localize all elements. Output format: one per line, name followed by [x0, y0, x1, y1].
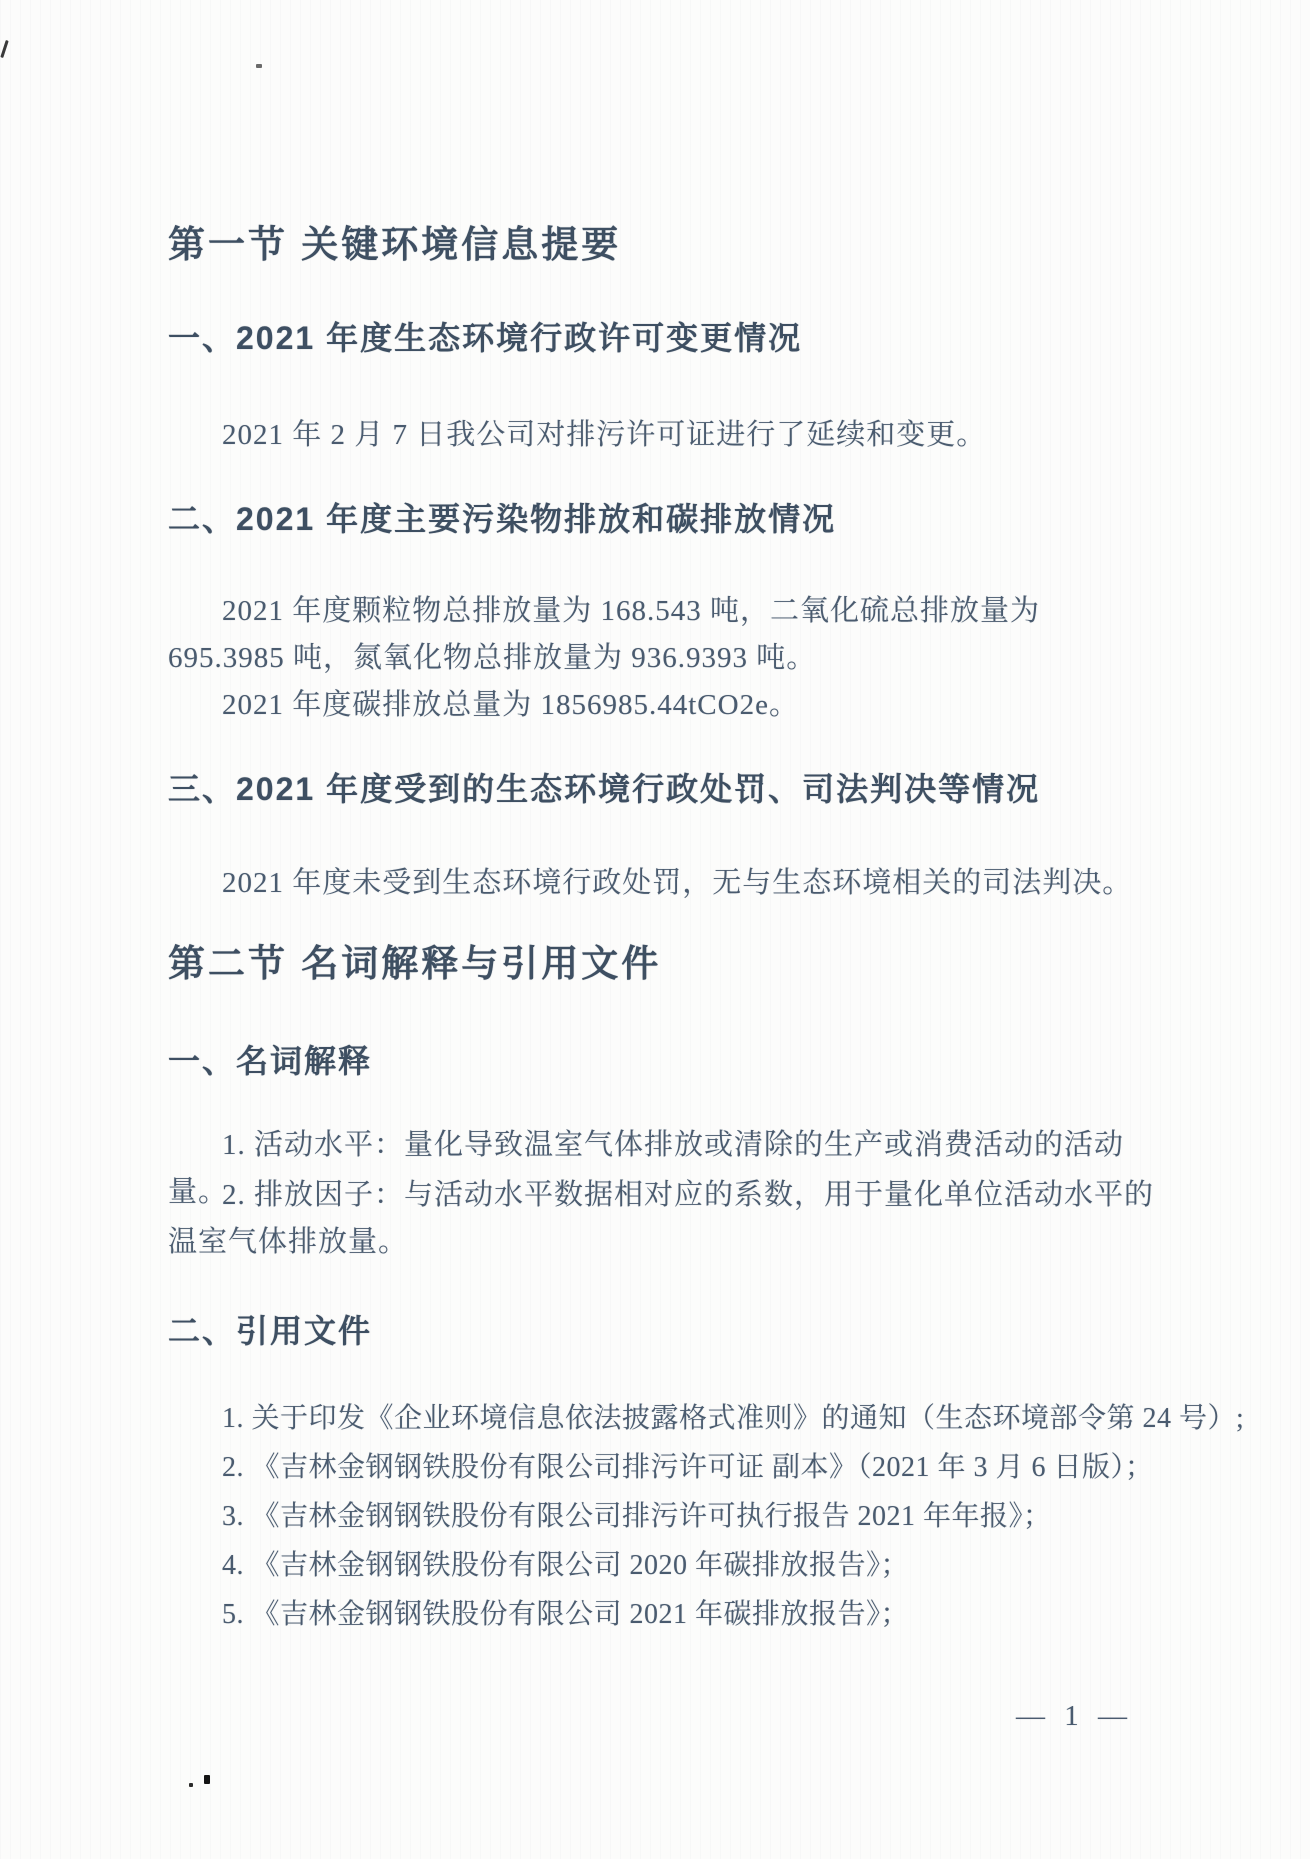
section2-title: 第二节 名词解释与引用文件	[168, 943, 662, 984]
section1-para4: 2021 年度未受到生态环境行政处罚，无与生态环境相关的司法判决。	[222, 867, 1133, 899]
reference-item-2: 2. 《吉林金钢钢铁股份有限公司排污许可证 副本》（2021 年 3 月 6 日版）；	[222, 1452, 1154, 1483]
term-item-2: 2. 排放因子：与活动水平数据相对应的系数，用于量化单位活动水平的温室气体排放量。	[168, 1179, 1155, 1258]
reference-item-4: 4. 《吉林金钢钢铁股份有限公司 2020 年碳排放报告》；	[222, 1550, 910, 1581]
footer-page-number: — 1 —	[1016, 1700, 1133, 1732]
ink-speck	[256, 64, 262, 68]
section1-heading1: 一、2021 年度生态环境行政许可变更情况	[168, 320, 803, 356]
section2-sub-heading2: 二、引用文件	[168, 1313, 373, 1349]
ink-speck	[0, 40, 8, 58]
section2-sub-heading1: 一、名词解释	[168, 1043, 373, 1079]
reference-item-1: 1. 关于印发《企业环境信息依法披露格式准则》的通知（生态环境部令第 24 号）;	[222, 1403, 1245, 1434]
section1-title: 第一节 关键环境信息提要	[168, 224, 622, 265]
section1-para2: 2021 年度颗粒物总排放量为 168.543 吨，二氧化硫总排放量为 695.3985 吨，氮氧化物总排放量为 936.9393 吨。	[168, 595, 1041, 674]
term-item-1: 1. 活动水平：量化导致温室气体排放或清除的生产或消费活动的活动量。	[168, 1129, 1125, 1208]
ink-speck	[204, 1775, 210, 1784]
section1-para3: 2021 年度碳排放总量为 1856985.44tCO2e。	[222, 689, 799, 721]
section1-heading3: 三、2021 年度受到的生态环境行政处罚、司法判决等情况	[168, 771, 1041, 807]
ink-speck	[189, 1783, 193, 1787]
reference-item-5: 5. 《吉林金钢钢铁股份有限公司 2021 年碳排放报告》；	[222, 1599, 910, 1630]
reference-item-3: 3. 《吉林金钢钢铁股份有限公司排污许可执行报告 2021 年年报》；	[222, 1501, 1052, 1532]
section1-heading2: 二、2021 年度主要污染物排放和碳排放情况	[168, 501, 837, 537]
section1-para1: 2021 年 2 月 7 日我公司对排污许可证进行了延续和变更。	[222, 419, 987, 451]
